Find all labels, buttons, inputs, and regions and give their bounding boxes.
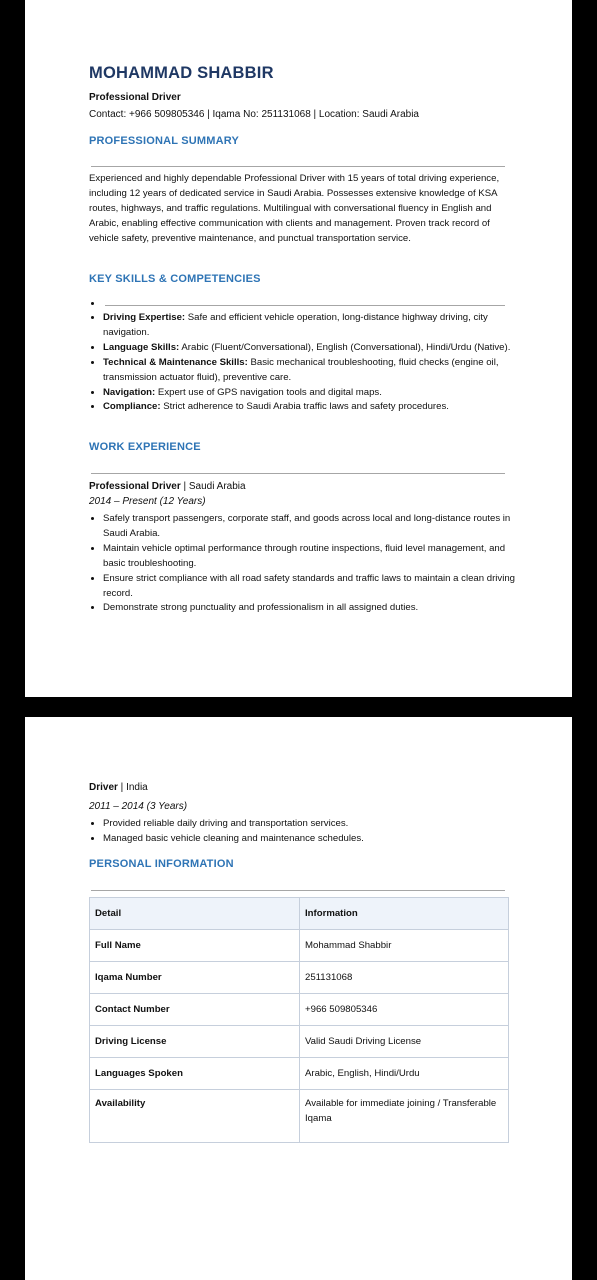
job-title: Professional Driver | Saudi Arabia [89, 481, 246, 492]
detail-cell: Languages Spoken [90, 1058, 300, 1090]
job-bullet: • Provided reliable daily driving and transportation services. [103, 817, 527, 832]
skill-item: • Compliance: Strict adherence to Saudi Arabia traffic laws and safety procedures. [103, 400, 527, 415]
summary-heading: PROFESSIONAL SUMMARY [89, 135, 240, 147]
job-bullet: • Safely transport passengers, corporate staff, and goods across local and long-distance routes in Saudi Arabia. [103, 512, 527, 542]
section-divider [91, 166, 505, 167]
job-bullet: • Managed basic vehicle cleaning and maintenance schedules. [103, 832, 527, 847]
skill-item: • Driving Expertise: Safe and efficient vehicle operation, long-distance highway driving, city navigation. [103, 311, 527, 341]
info-cell: +966 509805346 [300, 994, 509, 1026]
info-cell: Available for immediate joining / Transferable Iqama [300, 1090, 509, 1143]
table-row [90, 962, 509, 994]
job-dates: 2014 – Present (12 Years) [89, 496, 206, 507]
skills-heading: KEY SKILLS & COMPETENCIES [89, 273, 261, 285]
table-row [90, 1090, 509, 1143]
column-header-detail: Detail [90, 898, 300, 930]
detail-cell: Driving License [90, 1026, 300, 1058]
detail-cell: Full Name [90, 930, 300, 962]
job-bullet: • Maintain vehicle optimal performance through routine inspections, fluid level management, and basic troubleshooting. [103, 542, 527, 572]
info-cell: Valid Saudi Driving License [300, 1026, 509, 1058]
section-divider [91, 890, 505, 891]
section-divider [105, 305, 505, 306]
detail-cell: Iqama Number [90, 962, 300, 994]
experience-heading: WORK EXPERIENCE [89, 441, 201, 453]
job-bullet: • Ensure strict compliance with all road safety standards and traffic laws to maintain a clean driving record. [103, 572, 527, 602]
skill-item: • Language Skills: Arabic (Fluent/Conversational), English (Conversational), Hindi/Urdu (Native). [103, 341, 527, 356]
contact-line: Contact: +966 509805346 | Iqama No: 251131068 | Location: Saudi Arabia [89, 109, 419, 120]
job-bullet: • Demonstrate strong punctuality and professionalism in all assigned duties. [103, 601, 527, 616]
personal-heading: PERSONAL INFORMATION [89, 858, 234, 870]
skills-list [87, 297, 527, 415]
info-cell: Arabic, English, Hindi/Urdu [300, 1058, 509, 1090]
section-divider [91, 473, 505, 474]
candidate-name: MOHAMMAD SHABBIR [89, 64, 274, 82]
job-bullets [87, 817, 527, 847]
column-header-information: Information [300, 898, 509, 930]
empty-bullet [103, 297, 527, 311]
resume-page-1 [25, 0, 572, 697]
detail-cell: Availability [90, 1090, 300, 1143]
personal-info-table [89, 897, 509, 1143]
job-title: Driver | India [89, 782, 148, 793]
table-row [90, 1058, 509, 1090]
info-cell: 251131068 [300, 962, 509, 994]
candidate-title: Professional Driver [89, 92, 181, 103]
detail-cell: Contact Number [90, 994, 300, 1026]
skill-item: • Technical & Maintenance Skills: Basic mechanical troubleshooting, fluid checks (engine oil, transmission actuator fluid), preventive care. [103, 356, 527, 386]
table-header-row [90, 898, 509, 930]
info-cell: Mohammad Shabbir [300, 930, 509, 962]
resume-page-2 [25, 717, 572, 1280]
skill-item: • Navigation: Expert use of GPS navigation tools and digital maps. [103, 386, 527, 401]
table-row [90, 994, 509, 1026]
table-row [90, 1026, 509, 1058]
summary-text: Experienced and highly dependable Professional Driver with 15 years of total driving experience, including 12 years of dedicated service in Saudi Arabia. Possesses extensive knowledge of KSA routes, highways, and traffic regulations. Multilingual with conversational fluency in English and Arabic, enabling effective communication with clients and management. Proven track record of vehicle safety, preventive maintenance, and punctual transportation service. [89, 173, 500, 244]
job-dates: 2011 – 2014 (3 Years) [89, 801, 188, 812]
table-row [90, 930, 509, 962]
job-bullets [87, 512, 527, 616]
